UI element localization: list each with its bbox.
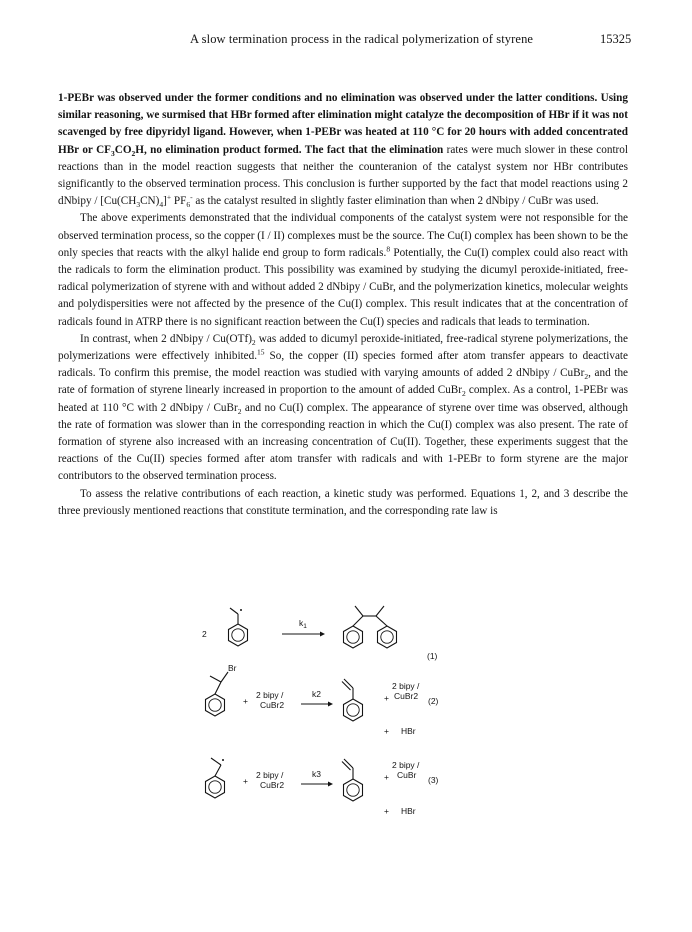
text-run: H, no elimination product formed. The fact that the elimination <box>135 143 444 156</box>
eq1-rate-constant: $k_1$ <box>299 618 307 630</box>
eq1-number: (1) <box>427 651 438 661</box>
eq2-plus-3: + <box>384 726 389 736</box>
paragraph <box>58 486 628 520</box>
text-run: was added to dicumyl peroxide-initiated, free-radical styrene polymerizations, the polymerizations were effectively inhibited. <box>58 332 628 363</box>
text-run: , and the rate of formation of styrene linearly increased in proportion to the amount of added CuBr <box>58 367 629 397</box>
eq3-number: (3) <box>428 775 439 785</box>
benzyl-radical-2 <box>206 758 225 798</box>
article-body <box>58 90 628 520</box>
page-number: 15325 <box>600 32 632 46</box>
text-run: + <box>166 192 172 202</box>
eq2-reagent-line2: CuBr2 <box>260 700 285 710</box>
eq3-byproduct: HBr <box>401 806 416 816</box>
text-run: To assess the relative contributions of each reaction, a kinetic study was performed. Equations 1, 2, and 3 describe the three previously mentioned reactions that constitute termination, and the corresponding rate law is <box>58 487 628 517</box>
reaction-scheme-drawing <box>170 598 470 833</box>
eq2-bromine: Br <box>228 663 237 673</box>
text-run: 15 <box>257 347 265 357</box>
text-run: CO <box>114 143 132 156</box>
eq3-rate-constant: k3 <box>312 769 321 779</box>
text-run: 2 <box>237 406 242 416</box>
reaction-scheme <box>170 598 470 833</box>
text-run: 6 <box>186 200 191 210</box>
text-run: - <box>190 192 193 202</box>
eq2-plus-2: + <box>384 693 389 703</box>
text-run: 3 <box>136 200 141 210</box>
reaction-arrow <box>301 702 333 707</box>
eq1-coefficient: 2 <box>202 629 207 639</box>
eq2-rate-constant: k2 <box>312 689 321 699</box>
styrene-product-2 <box>342 759 363 801</box>
eq3-product-line1: 2 bipy / <box>392 760 420 770</box>
text-run: 1-PEBr was observed under the former conditions and no elimination was observed under the latter conditions. Using similar reasoning, we surmised that HBr formed after elimination might catalyze the decomposition of HBr if it was not scavenged by free dipyridyl ligand. However, when 1-PEBr was heated at 110 °C for 20 hours with added concentrated HBr or CF <box>58 92 628 156</box>
eq2-plus: + <box>243 696 248 706</box>
reaction-arrow <box>301 782 333 787</box>
text-run: So, the copper (II) species formed after atom transfer appears to deactivate radicals. To confirm this premise, the model reaction was studied with varying amounts of added 2 dNbipy / CuBr <box>58 350 628 380</box>
text-run: Potentially, the Cu(I) complex could also react with the radicals to form the elimination product. This possibility was examined by studying the dicumyl peroxide-initiated, free-radical polymerization of styrene with and without added 2 dNbipy / CuBr, and the polymerization kinetics, molecular weights and polydispersities were not affected by the presence of the Cu(I) complex. This result indicates that at the concentration of radicals found in ATRP there is no significant reaction between the Cu(I) species and radicals that leads to termination. <box>58 246 628 328</box>
equation-2 <box>206 663 439 736</box>
text-run: PF <box>171 195 187 208</box>
text-run: 8 <box>386 244 391 254</box>
phenylethyl-bromide <box>206 672 229 716</box>
text-run: complex. As a control, 1-PEBr was heated at 110 °C with 2 dNbipy / CuBr <box>58 384 628 414</box>
running-title: A slow termination process in the radical polymerization of styrene <box>190 32 534 46</box>
reaction-arrow <box>282 632 325 637</box>
eq2-byproduct: HBr <box>401 726 416 736</box>
text-run: CN) <box>140 195 160 208</box>
eq3-plus: + <box>243 776 248 786</box>
dimer-product <box>344 606 397 648</box>
paragraph <box>58 210 628 330</box>
text-run: The above experiments demonstrated that the individual components of the catalyst system were not responsible for the observed termination process, so the copper (I / II) complexes must be the source. The Cu(I) complex has been shown to be the only species that reacts with the alkyl halide end group to form radicals. <box>58 212 628 259</box>
page-header <box>0 32 692 52</box>
eq3-product-line2: CuBr <box>397 770 417 780</box>
paragraph <box>58 331 628 486</box>
text-run: rates were much slower in these control reactions than in the model reaction suggests that neither the counteranion of the catalyst system nor HBr contributes significantly to the observed termination process. This conclusion is further supported by the fact that model reactions using 2 dNbipy / [Cu(CH <box>58 143 628 208</box>
paragraph <box>58 90 628 210</box>
text-run: and no Cu(I) complex. The appearance of styrene over time was observed, although the rate of formation was slower than in the corresponding reaction in which the Cu(I) complex was also present. The rate of formation of styrene also increased with an increasing concentration of Cu(II). Together, these experiments suggest that the reactions of the Cu(II) species formed after atom transfer with radicals and with 1-PEBr to form styrene are the major contributors to the observed termination process. <box>58 401 628 483</box>
eq2-number: (2) <box>428 696 439 706</box>
text-run: ] <box>163 195 167 208</box>
benzyl-radical <box>229 608 248 646</box>
eq3-plus-2: + <box>384 772 389 782</box>
text-run: 3 <box>111 148 115 158</box>
text-run: as the catalyst resulted in slightly faster elimination than when 2 dNbipy / CuBr was used. <box>192 195 599 208</box>
text-run: 2 <box>251 338 256 348</box>
eq3-reagent-line1: 2 bipy / <box>256 770 284 780</box>
eq2-reagent-line1: 2 bipy / <box>256 690 284 700</box>
text-run: 2 <box>131 148 136 158</box>
text-run: 4 <box>159 200 164 210</box>
eq3-plus-3: + <box>384 806 389 816</box>
eq2-product-line1: 2 bipy / <box>392 681 420 691</box>
equation-1 <box>202 606 438 661</box>
text-run: 2 <box>462 389 466 399</box>
eq2-product-line2: CuBr2 <box>394 691 419 701</box>
styrene-product <box>342 679 363 721</box>
text-run: 2 <box>584 372 589 382</box>
eq3-reagent-line2: CuBr2 <box>260 780 285 790</box>
equation-3 <box>206 758 439 816</box>
text-run: In contrast, when 2 dNbipy / Cu(OTf) <box>80 332 252 345</box>
